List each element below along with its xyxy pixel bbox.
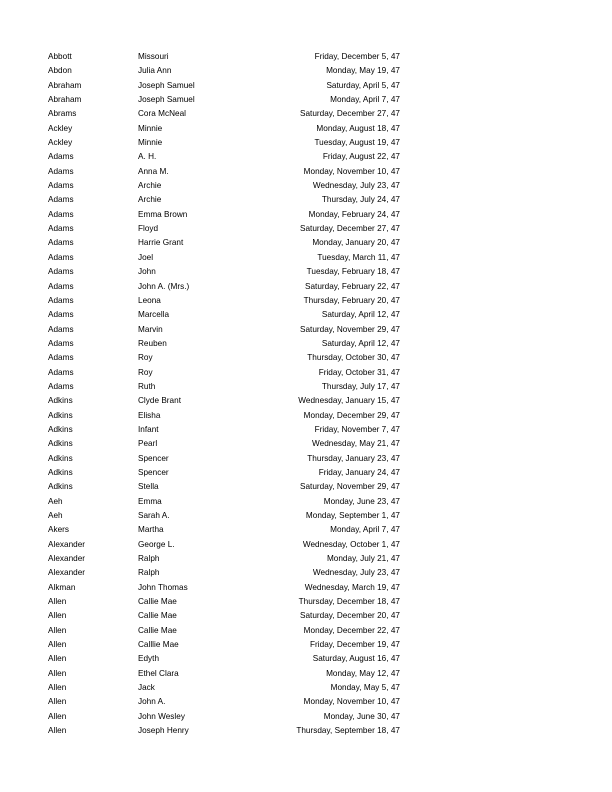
table-row <box>48 566 400 580</box>
cell-date: Tuesday, February 18, 47 <box>306 267 400 277</box>
cell-given-name: Callie Mae <box>138 625 177 635</box>
table-row <box>48 552 400 566</box>
cell-given-name: Leona <box>138 295 161 305</box>
table-row <box>48 366 400 380</box>
cell-given-name: Pearl <box>138 439 158 449</box>
table-row <box>48 466 400 480</box>
cell-surname: Adams <box>48 209 74 219</box>
cell-date: Monday, April 7, 47 <box>330 95 400 105</box>
table-row <box>48 308 400 322</box>
cell-date: Monday, December 29, 47 <box>303 410 400 420</box>
cell-date: Friday, October 31, 47 <box>318 367 400 377</box>
cell-date: Tuesday, August 19, 47 <box>314 138 400 148</box>
cell-surname: Aeh <box>48 496 63 506</box>
table-row <box>48 208 400 222</box>
table-row <box>48 79 400 93</box>
cell-date: Saturday, August 16, 47 <box>312 654 400 664</box>
table-row <box>48 638 400 652</box>
table-row <box>48 394 400 408</box>
cell-given-name: Callie Mae <box>138 597 177 607</box>
cell-surname: Adams <box>48 166 74 176</box>
table-row <box>48 107 400 121</box>
cell-date: Thursday, October 30, 47 <box>307 353 400 363</box>
cell-surname: Adams <box>48 338 74 348</box>
cell-surname: Adams <box>48 324 74 334</box>
cell-given-name: Marvin <box>138 324 163 334</box>
cell-date: Saturday, December 27, 47 <box>299 109 400 119</box>
cell-date: Monday, July 21, 47 <box>326 554 400 564</box>
table-row <box>48 122 400 136</box>
cell-given-name: Joseph Samuel <box>138 80 195 90</box>
table-row <box>48 681 400 695</box>
cell-date: Friday, August 22, 47 <box>322 152 400 162</box>
cell-given-name: Joseph Samuel <box>138 95 195 105</box>
cell-surname: Adkins <box>48 482 73 492</box>
table-row <box>48 136 400 150</box>
cell-given-name: Emma Brown <box>138 209 188 219</box>
table-row <box>48 581 400 595</box>
cell-surname: Adkins <box>48 467 73 477</box>
cell-surname: Adkins <box>48 453 73 463</box>
cell-surname: Allen <box>48 697 67 707</box>
cell-date: Monday, May 5, 47 <box>330 683 400 693</box>
cell-given-name: Martha <box>138 525 164 535</box>
cell-given-name: Ruth <box>138 381 156 391</box>
cell-date: Wednesday, May 21, 47 <box>312 439 400 449</box>
cell-date: Friday, January 24, 47 <box>318 467 400 477</box>
cell-surname: Allen <box>48 683 67 693</box>
cell-date: Monday, November 10, 47 <box>303 166 400 176</box>
table-row <box>48 265 400 279</box>
cell-date: Wednesday, January 15, 47 <box>298 396 400 406</box>
cell-surname: Adams <box>48 195 74 205</box>
cell-date: Thursday, September 18, 47 <box>296 726 400 736</box>
cell-given-name: John A. <box>138 697 166 707</box>
cell-given-name: Ralph <box>138 554 160 564</box>
cell-given-name: John <box>138 267 156 277</box>
table-row <box>48 652 400 666</box>
cell-date: Wednesday, October 1, 47 <box>302 539 400 549</box>
table-row <box>48 50 400 64</box>
table-row <box>48 423 400 437</box>
cell-date: Friday, December 19, 47 <box>310 640 400 650</box>
cell-date: Monday, June 23, 47 <box>323 496 400 506</box>
cell-date: Saturday, April 5, 47 <box>326 80 400 90</box>
cell-given-name: Minnie <box>138 138 163 148</box>
cell-date: Thursday, February 20, 47 <box>303 295 400 305</box>
cell-given-name: Floyd <box>138 224 159 234</box>
cell-given-name: Roy <box>138 353 153 363</box>
cell-surname: Ackley <box>48 123 73 133</box>
cell-surname: Adams <box>48 267 74 277</box>
cell-given-name: Anna M. <box>138 166 169 176</box>
table-row <box>48 624 400 638</box>
cell-date: Saturday, December 27, 47 <box>299 224 400 234</box>
cell-surname: Allen <box>48 711 67 721</box>
cell-surname: Adkins <box>48 396 73 406</box>
cell-given-name: John A. (Mrs.) <box>138 281 190 291</box>
table-row <box>48 380 400 394</box>
cell-surname: Ackley <box>48 138 73 148</box>
table-row <box>48 236 400 250</box>
table-row <box>48 251 400 265</box>
cell-given-name: A. H. <box>138 152 157 162</box>
cell-date: Monday, January 20, 47 <box>312 238 400 248</box>
cell-given-name: Joel <box>138 252 154 262</box>
table-row <box>48 609 400 623</box>
cell-surname: Adams <box>48 281 74 291</box>
cell-date: Saturday, April 12, 47 <box>321 310 400 320</box>
cell-given-name: Roy <box>138 367 153 377</box>
cell-date: Saturday, November 29, 47 <box>299 324 400 334</box>
table-row <box>48 595 400 609</box>
cell-date: Saturday, December 20, 47 <box>299 611 400 621</box>
cell-date: Monday, February 24, 47 <box>308 209 400 219</box>
cell-given-name: George L. <box>138 539 175 549</box>
cell-given-name: Edyth <box>138 654 160 664</box>
cell-date: Monday, December 22, 47 <box>303 625 400 635</box>
table-row <box>48 409 400 423</box>
cell-surname: Adkins <box>48 410 73 420</box>
cell-surname: Adams <box>48 310 74 320</box>
table-row <box>48 337 400 351</box>
cell-surname: Adams <box>48 367 74 377</box>
cell-given-name: Harrie Grant <box>138 238 184 248</box>
cell-surname: Adkins <box>48 439 73 449</box>
cell-surname: Alexander <box>48 554 86 564</box>
table-row <box>48 280 400 294</box>
cell-date: Wednesday, March 19, 47 <box>304 582 400 592</box>
cell-given-name: Reuben <box>138 338 167 348</box>
cell-surname: Allen <box>48 611 67 621</box>
cell-date: Saturday, February 22, 47 <box>304 281 400 291</box>
table-row <box>48 710 400 724</box>
cell-given-name: Sarah A. <box>138 511 170 520</box>
table-row <box>48 724 400 738</box>
table-row <box>48 452 400 466</box>
cell-surname: Abraham <box>48 80 82 90</box>
cell-given-name: Ethel Clara <box>138 668 179 678</box>
table-row <box>48 294 400 308</box>
cell-surname: Allen <box>48 726 67 736</box>
cell-surname: Allen <box>48 654 67 664</box>
cell-given-name: Spencer <box>138 467 169 477</box>
table-row <box>48 193 400 207</box>
table-row <box>48 179 400 193</box>
table-row <box>48 509 400 523</box>
table-row <box>48 437 400 451</box>
cell-surname: Alexander <box>48 539 86 549</box>
cell-surname: Akers <box>48 525 70 535</box>
table-row <box>48 222 400 236</box>
cell-date: Saturday, November 29, 47 <box>299 482 400 492</box>
cell-given-name: Jack <box>138 683 155 693</box>
records-table <box>48 50 400 739</box>
cell-given-name: Clyde Brant <box>138 396 181 406</box>
table-row <box>48 695 400 709</box>
cell-surname: Abrams <box>48 109 77 119</box>
cell-given-name: Minnie <box>138 123 163 133</box>
cell-date: Thursday, January 23, 47 <box>307 453 400 463</box>
cell-surname: Adams <box>48 152 74 162</box>
table-row <box>48 323 400 337</box>
cell-date: Monday, June 30, 47 <box>323 711 400 721</box>
cell-surname: Allen <box>48 640 67 650</box>
cell-surname: Allen <box>48 668 67 678</box>
table-row <box>48 351 400 365</box>
table-row <box>48 538 400 552</box>
records-list <box>48 50 400 739</box>
cell-date: Monday, November 10, 47 <box>303 697 400 707</box>
cell-date: Monday, September 1, 47 <box>305 511 400 520</box>
cell-date: Tuesday, March 11, 47 <box>317 252 400 262</box>
cell-date: Thursday, July 17, 47 <box>321 381 400 391</box>
cell-date: Wednesday, July 23, 47 <box>312 181 400 191</box>
cell-date: Monday, August 18, 47 <box>316 123 400 133</box>
cell-given-name: Emma <box>138 496 162 506</box>
cell-surname: Adams <box>48 353 74 363</box>
cell-surname: Alexander <box>48 568 86 578</box>
cell-surname: Allen <box>48 625 67 635</box>
cell-surname: Adams <box>48 252 74 262</box>
cell-date: Saturday, April 12, 47 <box>321 338 400 348</box>
cell-surname: Adkins <box>48 424 73 434</box>
cell-surname: Abdon <box>48 66 72 76</box>
table-row <box>48 165 400 179</box>
cell-surname: Allen <box>48 597 67 607</box>
cell-surname: Adams <box>48 238 74 248</box>
cell-given-name: Ralph <box>138 568 160 578</box>
cell-given-name: Archie <box>138 195 162 205</box>
cell-date: Friday, December 5, 47 <box>314 52 400 61</box>
records-table-body <box>48 50 400 739</box>
cell-given-name: Cora McNeal <box>138 109 186 119</box>
table-row <box>48 150 400 164</box>
table-row <box>48 523 400 537</box>
cell-given-name: Marcella <box>138 310 170 320</box>
cell-given-name: Julia Ann <box>138 66 172 76</box>
cell-given-name: Callie Mae <box>138 611 177 621</box>
cell-date: Friday, November 7, 47 <box>314 424 400 434</box>
cell-date: Thursday, July 24, 47 <box>321 195 400 205</box>
cell-given-name: Infant <box>138 424 159 434</box>
cell-date: Monday, May 19, 47 <box>326 66 400 76</box>
cell-surname: Adams <box>48 381 74 391</box>
cell-date: Monday, April 7, 47 <box>330 525 400 535</box>
cell-given-name: John Wesley <box>138 711 185 721</box>
cell-surname: Aeh <box>48 511 63 520</box>
cell-surname: Abraham <box>48 95 82 105</box>
cell-given-name: John Thomas <box>138 582 188 592</box>
cell-date: Monday, May 12, 47 <box>326 668 400 678</box>
cell-given-name: Archie <box>138 181 162 191</box>
table-row <box>48 480 400 494</box>
table-row <box>48 64 400 78</box>
cell-surname: Abbott <box>48 52 72 61</box>
cell-date: Thursday, December 18, 47 <box>298 597 400 607</box>
cell-surname: Alkman <box>48 582 76 592</box>
cell-given-name: Joseph Henry <box>138 726 189 736</box>
cell-surname: Adams <box>48 295 74 305</box>
table-row <box>48 667 400 681</box>
cell-given-name: Calllie Mae <box>138 640 179 650</box>
cell-date: Wednesday, July 23, 47 <box>312 568 400 578</box>
cell-surname: Adams <box>48 181 74 191</box>
cell-given-name: Missouri <box>138 52 169 61</box>
cell-given-name: Stella <box>138 482 159 492</box>
cell-surname: Adams <box>48 224 74 234</box>
cell-given-name: Elisha <box>138 410 161 420</box>
cell-given-name: Spencer <box>138 453 169 463</box>
table-row <box>48 93 400 107</box>
table-row <box>48 495 400 509</box>
